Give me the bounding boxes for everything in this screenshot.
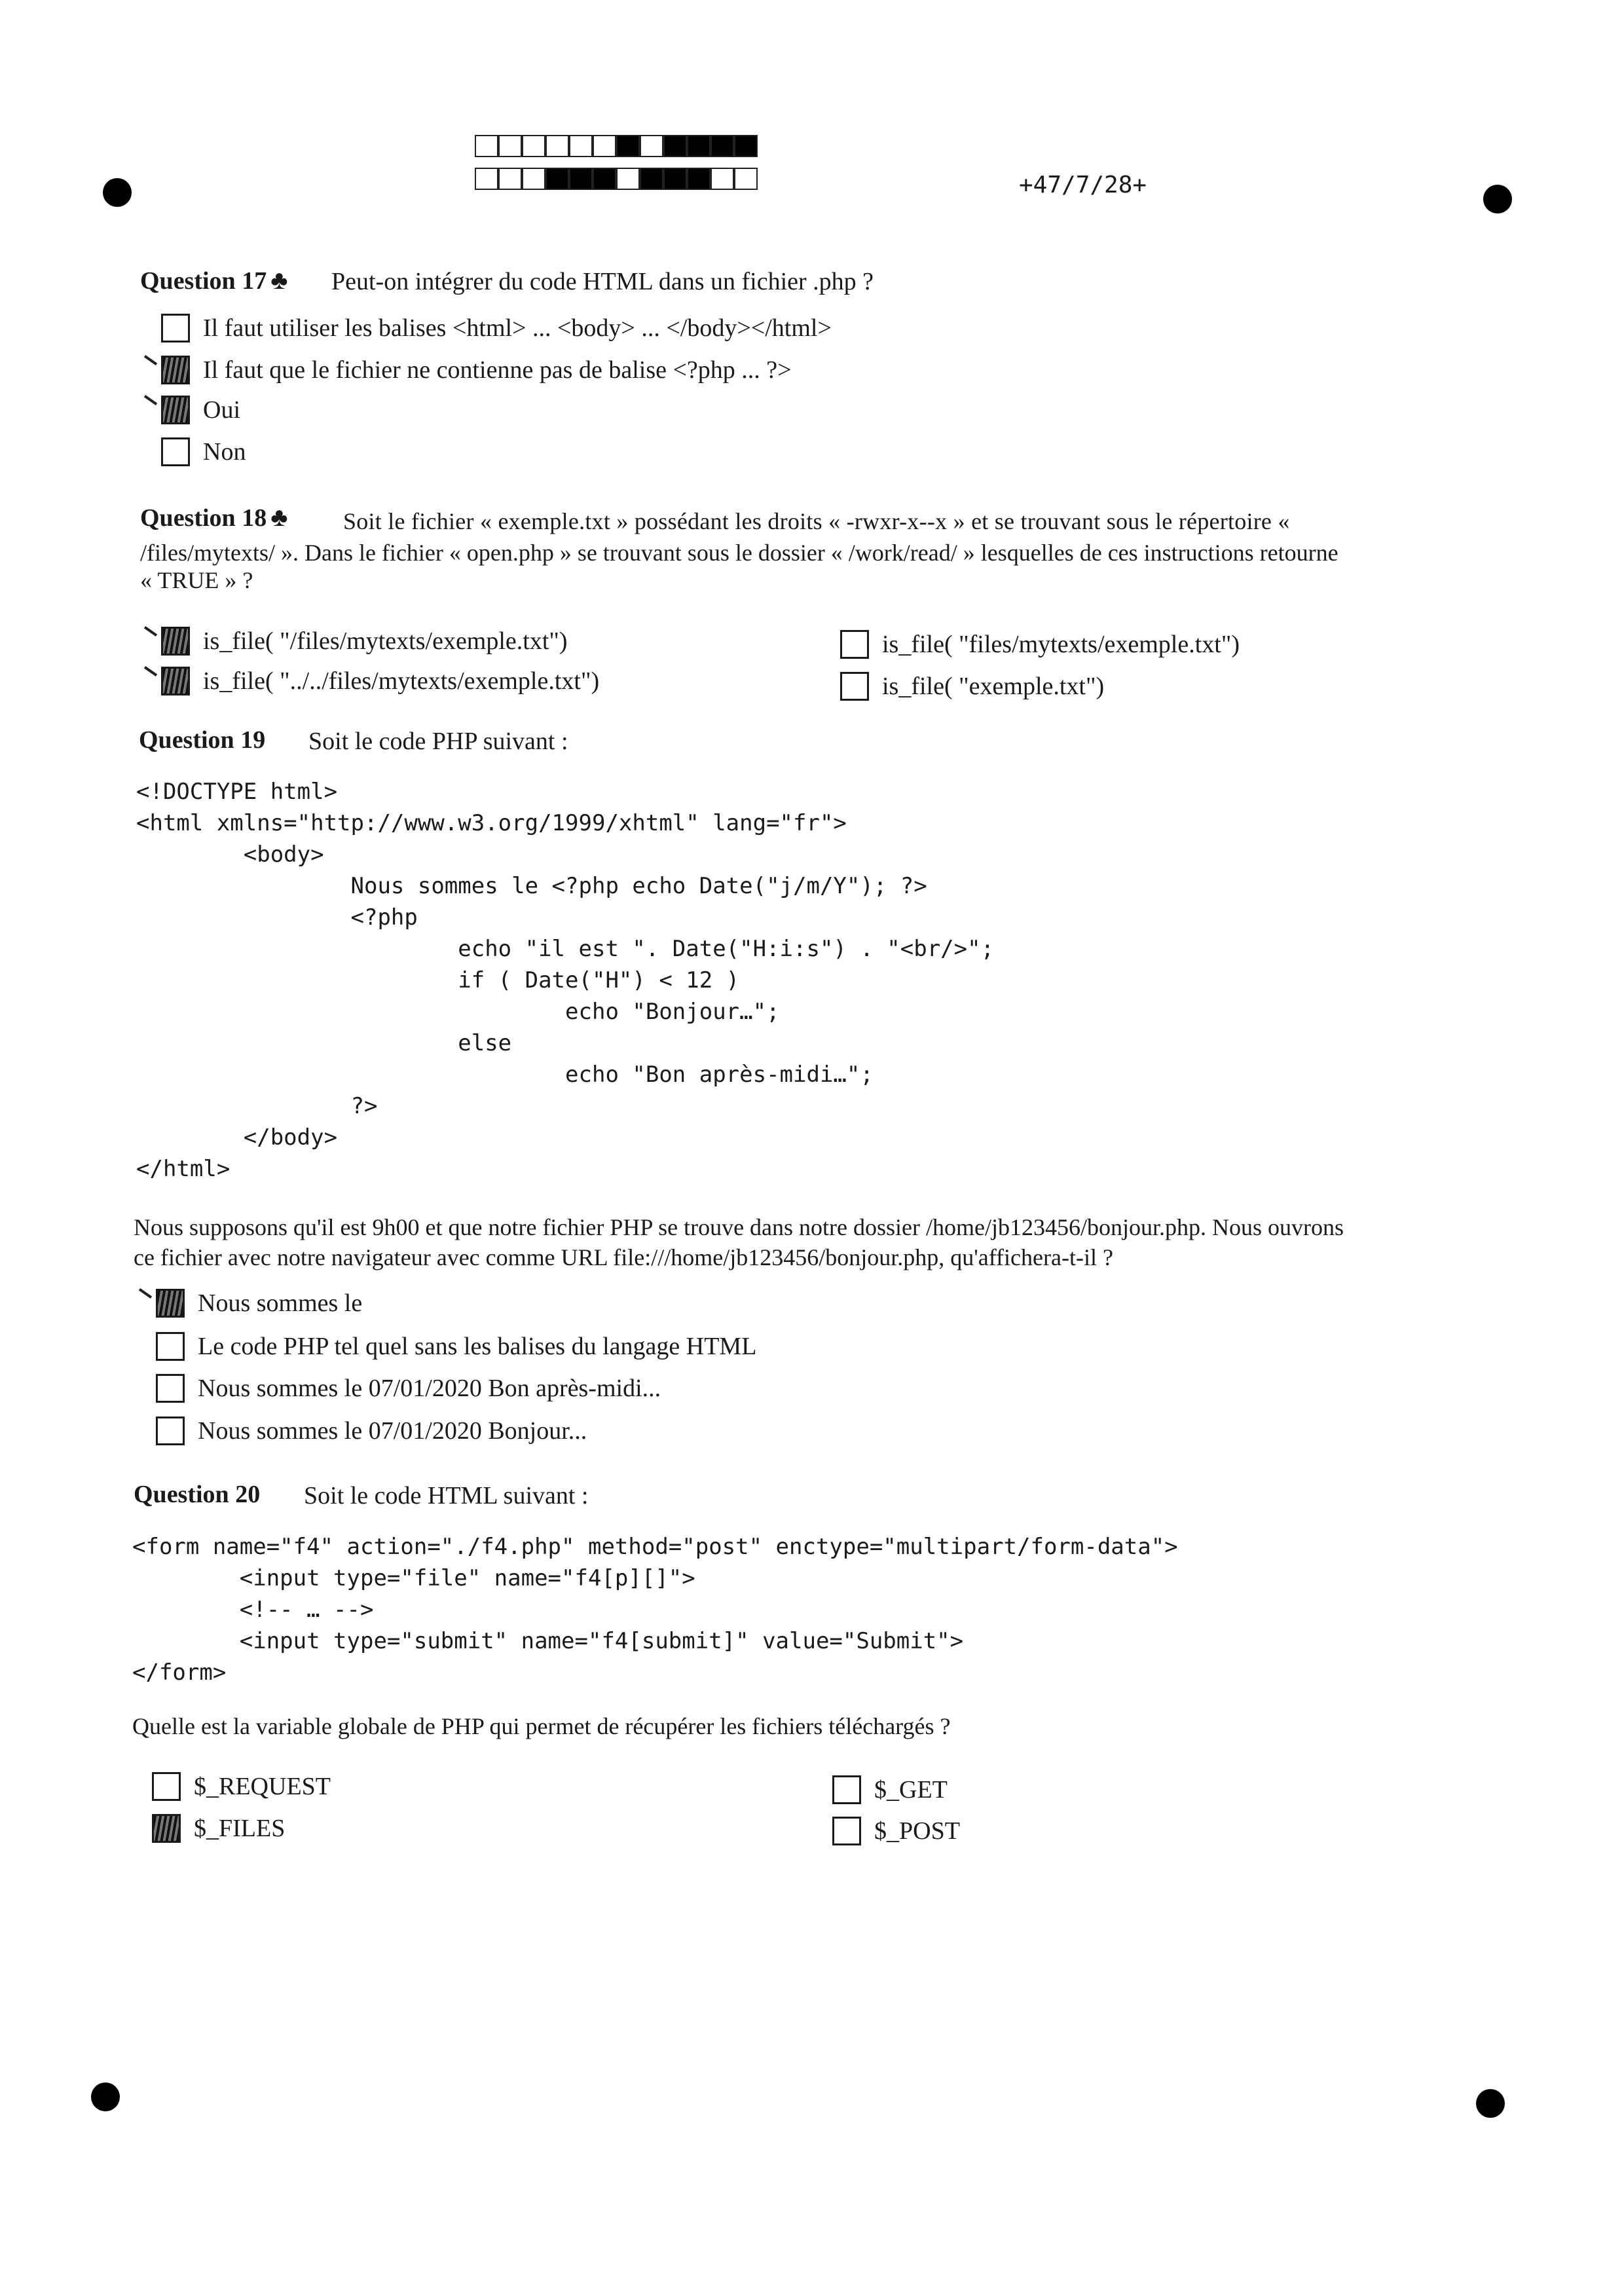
q19-option-4[interactable]: Nous sommes le 07/01/2020 Bonjour...	[156, 1416, 587, 1445]
question-18-title: Question 18 ♣	[140, 502, 288, 532]
page-identifier: +47/7/28+	[1019, 172, 1147, 198]
barcode-cell	[593, 135, 616, 157]
question-18-text-line-3: « TRUE » ?	[140, 567, 253, 593]
question-19-text: Soit le code PHP suivant :	[308, 728, 568, 755]
q17-option-4[interactable]: Non	[161, 437, 246, 466]
q19-option-2[interactable]: Le code PHP tel quel sans les balises du langage HTML	[156, 1332, 756, 1361]
barcode-cell	[616, 135, 640, 157]
barcode-cell	[569, 135, 593, 157]
q19-option-3[interactable]: Nous sommes le 07/01/2020 Bon après-midi...	[156, 1374, 661, 1403]
tick-mark-icon	[144, 666, 157, 676]
tick-mark-icon	[139, 1288, 152, 1299]
barcode-cell	[734, 135, 758, 157]
barcode-cell	[663, 168, 687, 190]
barcode-cell	[545, 135, 569, 157]
checkbox-checked[interactable]	[152, 1814, 181, 1843]
question-20-text: Soit le code HTML suivant :	[304, 1482, 589, 1509]
tick-mark-icon	[144, 626, 157, 637]
checkbox[interactable]	[156, 1332, 185, 1361]
barcode-cell	[710, 135, 734, 157]
barcode-cell	[640, 168, 663, 190]
q20-option-4[interactable]: $_POST	[832, 1817, 960, 1845]
q18-option-1[interactable]: is_file( "/files/mytexts/exemple.txt")	[161, 627, 568, 656]
barcode-cell	[475, 135, 498, 157]
checkbox[interactable]	[161, 314, 190, 343]
question-19-question-line-1: Nous supposons qu'il est 9h00 et que notre fichier PHP se trouve dans notre dossier /home/jb123456/bonjour.php. Nous ouvrons	[134, 1214, 1344, 1240]
checkbox-checked[interactable]	[161, 356, 190, 384]
registration-mark-bottom-right	[1476, 2089, 1505, 2118]
question-20-question: Quelle est la variable globale de PHP qui permet de récupérer les fichiers téléchargés ?	[132, 1713, 951, 1739]
checkbox[interactable]	[832, 1817, 861, 1845]
checkbox[interactable]	[156, 1416, 185, 1445]
question-19-code-block: <!DOCTYPE html> <html xmlns="http://www.w3.org/1999/xhtml" lang="fr"> <body> Nous sommes le <?php echo Date("j/m/Y"); ?> <?php echo "il est ". Date("H:i:s") . "<br/>"; if ( Date("H") < 12 ) echo "Bonjour…"; else echo "Bon après-midi…"; ?> </body> </html>	[136, 779, 995, 1182]
checkbox-checked[interactable]	[161, 627, 190, 656]
question-19-question-line-2: ce fichier avec notre navigateur avec comme URL file:///home/jb123456/bonjour.php, qu'affichera-t-il ?	[134, 1244, 1113, 1270]
checkbox-checked[interactable]	[161, 667, 190, 695]
q18-option-4[interactable]: is_file( "exemple.txt")	[840, 672, 1104, 701]
registration-mark-top-left	[103, 178, 132, 207]
checkbox[interactable]	[161, 437, 190, 466]
registration-mark-top-right	[1483, 185, 1512, 213]
checkbox-checked[interactable]	[156, 1289, 185, 1318]
registration-mark-bottom-left	[91, 2083, 120, 2111]
barcode-bottom-row	[475, 168, 758, 193]
q20-option-1[interactable]: $_REQUEST	[152, 1772, 331, 1801]
question-20-code-block: <form name="f4" action="./f4.php" method="post" enctype="multipart/form-data"> <input type="file" name="f4[p][]"> <!-- … --> <input type="submit" name="f4[submit]" value="Submit"> </form>	[132, 1534, 1178, 1686]
tick-mark-icon	[144, 355, 157, 365]
barcode-cell	[498, 168, 522, 190]
barcode-cell	[475, 168, 498, 190]
checkbox-checked[interactable]	[161, 396, 190, 424]
barcode-cell	[640, 135, 663, 157]
barcode-cell	[498, 135, 522, 157]
checkbox[interactable]	[832, 1775, 861, 1804]
barcode-top-row	[475, 135, 758, 160]
question-19-title: Question 19	[139, 726, 266, 754]
barcode-cell	[616, 168, 640, 190]
barcode-cell	[522, 168, 545, 190]
q17-option-3[interactable]: Oui	[161, 396, 240, 424]
barcode-cell	[545, 168, 569, 190]
q17-option-1[interactable]: Il faut utiliser les balises <html> ... <body> ... </body></html>	[161, 314, 832, 343]
q17-option-2[interactable]: Il faut que le fichier ne contienne pas de balise <?php ... ?>	[161, 356, 792, 384]
q19-option-1[interactable]: Nous sommes le	[156, 1289, 362, 1318]
q20-option-2[interactable]: $_FILES	[152, 1814, 285, 1843]
checkbox[interactable]	[152, 1772, 181, 1801]
question-17-text: Peut-on intégrer du code HTML dans un fichier .php ?	[331, 268, 874, 295]
question-18-text-line-1: Soit le fichier « exemple.txt » possédant les droits « -rwxr-x--x » et se trouvant sous le répertoire «	[343, 508, 1290, 534]
barcode-cell	[687, 168, 710, 190]
question-17-title: Question 17 ♣	[140, 265, 288, 295]
barcode-cell	[569, 168, 593, 190]
question-20-title: Question 20	[134, 1481, 261, 1508]
club-icon: ♣	[270, 265, 288, 295]
barcode-cell	[710, 168, 734, 190]
q20-option-3[interactable]: $_GET	[832, 1775, 948, 1804]
barcode-cell	[734, 168, 758, 190]
checkbox[interactable]	[840, 630, 869, 659]
checkbox[interactable]	[156, 1374, 185, 1403]
barcode-cell	[522, 135, 545, 157]
barcode-cell	[593, 168, 616, 190]
barcode-cell	[687, 135, 710, 157]
checkbox[interactable]	[840, 672, 869, 701]
club-icon: ♣	[270, 502, 288, 532]
question-18-text-line-2: /files/mytexts/ ». Dans le fichier « open.php » se trouvant sous le dossier « /work/read/ » lesquelles de ces instructions retourne	[140, 540, 1338, 566]
barcode-cell	[663, 135, 687, 157]
q18-option-3[interactable]: is_file( "files/mytexts/exemple.txt")	[840, 630, 1240, 659]
tick-mark-icon	[144, 395, 157, 405]
q18-option-2[interactable]: is_file( "../../files/mytexts/exemple.txt")	[161, 667, 599, 695]
